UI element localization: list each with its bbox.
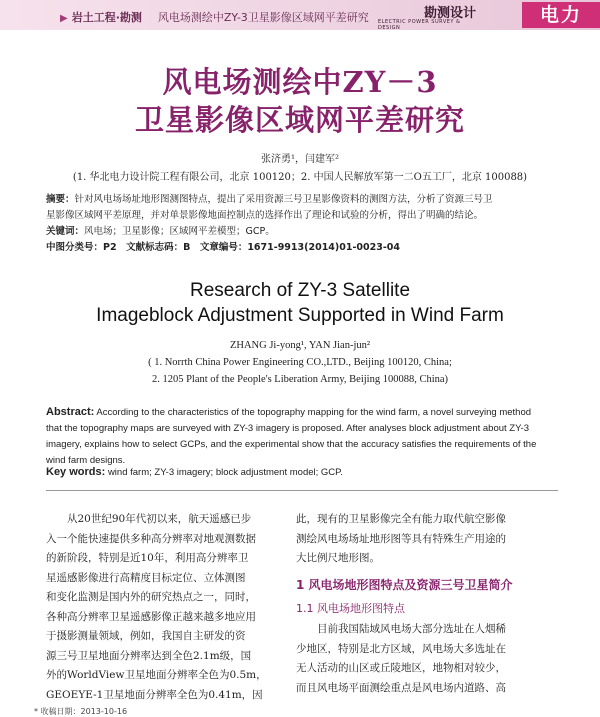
running-title: 风电场测绘中ZY-3卫星影像区域网平差研究 — [157, 11, 369, 24]
abstract-cn-block — [46, 192, 556, 256]
body-left-column — [46, 510, 284, 705]
header-left — [60, 9, 369, 25]
journal-logo: 电力 — [522, 2, 600, 28]
abstract-en-block — [46, 404, 558, 469]
title-cn-line2: 卫星影像区域网平差研究 — [134, 103, 465, 137]
body-line: 目前我国陆域风电场大部分选址在人烟稀 — [317, 623, 506, 635]
authors-cn: 张济勇¹，闫建军² — [260, 154, 340, 165]
body-line: 于摄影测量领域，例如，我国自主研发的资 — [46, 630, 246, 642]
journal-name-en: ELECTRIC POWER SURVEY & DESIGN — [378, 19, 461, 31]
body-line: 从20世纪90年代初以来，航天遥感已步 — [67, 513, 252, 525]
journal-name — [378, 2, 476, 31]
classification-info: 中图分类号：P2 文献标志码：B 文章编号：1671-9913(2014)01-0023-04 — [46, 242, 401, 253]
body-line: 无人活动的山区或丘陵地区，地物相对较少， — [296, 662, 506, 674]
abstract-en-text1: According to the characteristics of the topography mapping for the wind farm, a novel surveying method — [96, 407, 532, 418]
title-cn-line1: 风电场测绘中ZY－3 — [162, 65, 438, 99]
body-line: 星遥感影像进行高精度目标定位、立体测图 — [46, 571, 246, 584]
abstract-cn-line2: 星影像区域网平差原理，并对单景影像地面控制点的选择作出了理论和试验的分析，得出了明确的结论。 — [46, 210, 484, 221]
received-date-footnote: * 收稿日期：2013-10-16 — [34, 707, 128, 716]
title-en-line1: Research of ZY-3 Satellite — [189, 280, 411, 301]
journal-name-cn: 勘测设计 — [423, 6, 476, 21]
column-name: 岩土工程·勘测 — [71, 11, 142, 24]
body-line: 而且风电场平面测绘重点是风电场内道路、高 — [296, 681, 506, 694]
keywords-en — [46, 466, 343, 478]
body-line: 外的WorldView卫星地面分辨率全色为0.5m， — [46, 669, 267, 681]
title-en-line2: Imageblock Adjustment Supported in Wind Farm — [96, 305, 504, 326]
abstract-cn-text1: 针对风电场场址地形图测图特点，提出了采用资源三号卫星影像资料的测图方法，分析了资源三号卫 — [74, 194, 493, 205]
abstract-cn-label: 摘要： — [46, 194, 75, 205]
section-divider — [46, 490, 558, 491]
body-line: 源三号卫星地面分辨率达到全色2.1m级，国 — [46, 649, 252, 662]
body-right-column-bottom — [296, 620, 558, 698]
body-line: 和变化监测是国内外的研究热点之一，同时， — [46, 591, 256, 603]
keywords-cn-label: 关键词： — [46, 226, 85, 237]
body-line: 各种高分辨率卫星遥感影像正越来越多地应用 — [46, 610, 256, 623]
abstract-en-line2: that the topography maps are surveyed with ZY-3 imagery is proposed. After analyses block adjustment about ZY-3 — [46, 423, 530, 434]
body-line: GEOEYE-1卫星地面分辨率全色为0.41m，因 — [46, 688, 263, 701]
affiliation-en-line1: ( 1. Norrth China Power Engineering CO.,LTD., Beijing 100120, China; — [148, 357, 452, 368]
keywords-en-text: wind farm; ZY-3 imagery; block adjustment model; GCP. — [107, 467, 343, 478]
abstract-cn-line1 — [46, 192, 556, 208]
triangle-marker-icon: ▶ — [60, 13, 68, 24]
section-1-heading: 1 风电场地形图特点及资源三号卫星简介 — [296, 578, 513, 592]
abstract-en-label: Abstract: — [46, 406, 95, 418]
section-1-1-heading: 1.1 风电场地形图特点 — [296, 602, 405, 615]
body-right-column-top — [296, 510, 558, 569]
body-line: 少地区，特别是北方区域，风电场大多选址在 — [296, 642, 506, 655]
body-line: 测绘风电场场址地形图等具有特殊生产用途的 — [296, 532, 506, 545]
abstract-en-line4: wind farm designs. — [46, 455, 126, 466]
journal-header — [0, 0, 600, 30]
body-line: 大比例尺地形图。 — [296, 552, 380, 564]
affiliation-cn: (1. 华北电力设计院工程有限公司，北京 100120；2. 中国人民解放军第一二O五工厂，北京 100088) — [72, 172, 528, 183]
abstract-en-line1 — [46, 404, 558, 421]
keywords-en-label: Key words: — [46, 466, 106, 478]
authors-en: ZHANG Ji-yong¹, YAN Jian-jun² — [229, 340, 371, 351]
body-line: 入一个能快速提供多种高分辨率对地观测数据 — [46, 532, 256, 545]
keywords-cn-text: 风电场；卫星影像；区域网平差模型；GCP。 — [84, 226, 275, 237]
affiliation-en-line2: 2. 1205 Plant of the People's Liberation Army, Beijing 100088, China) — [151, 374, 449, 385]
abstract-en-line3: imagery, explains how to select GCPs, and the experimental show that the accuracy satisfies the requirements of the — [46, 439, 537, 450]
keywords-cn — [46, 224, 556, 240]
body-line: 的新阶段，特别是近10年，利用高分辨率卫 — [46, 552, 249, 564]
body-line: 此，现有的卫星影像完全有能力取代航空影像 — [296, 513, 506, 525]
